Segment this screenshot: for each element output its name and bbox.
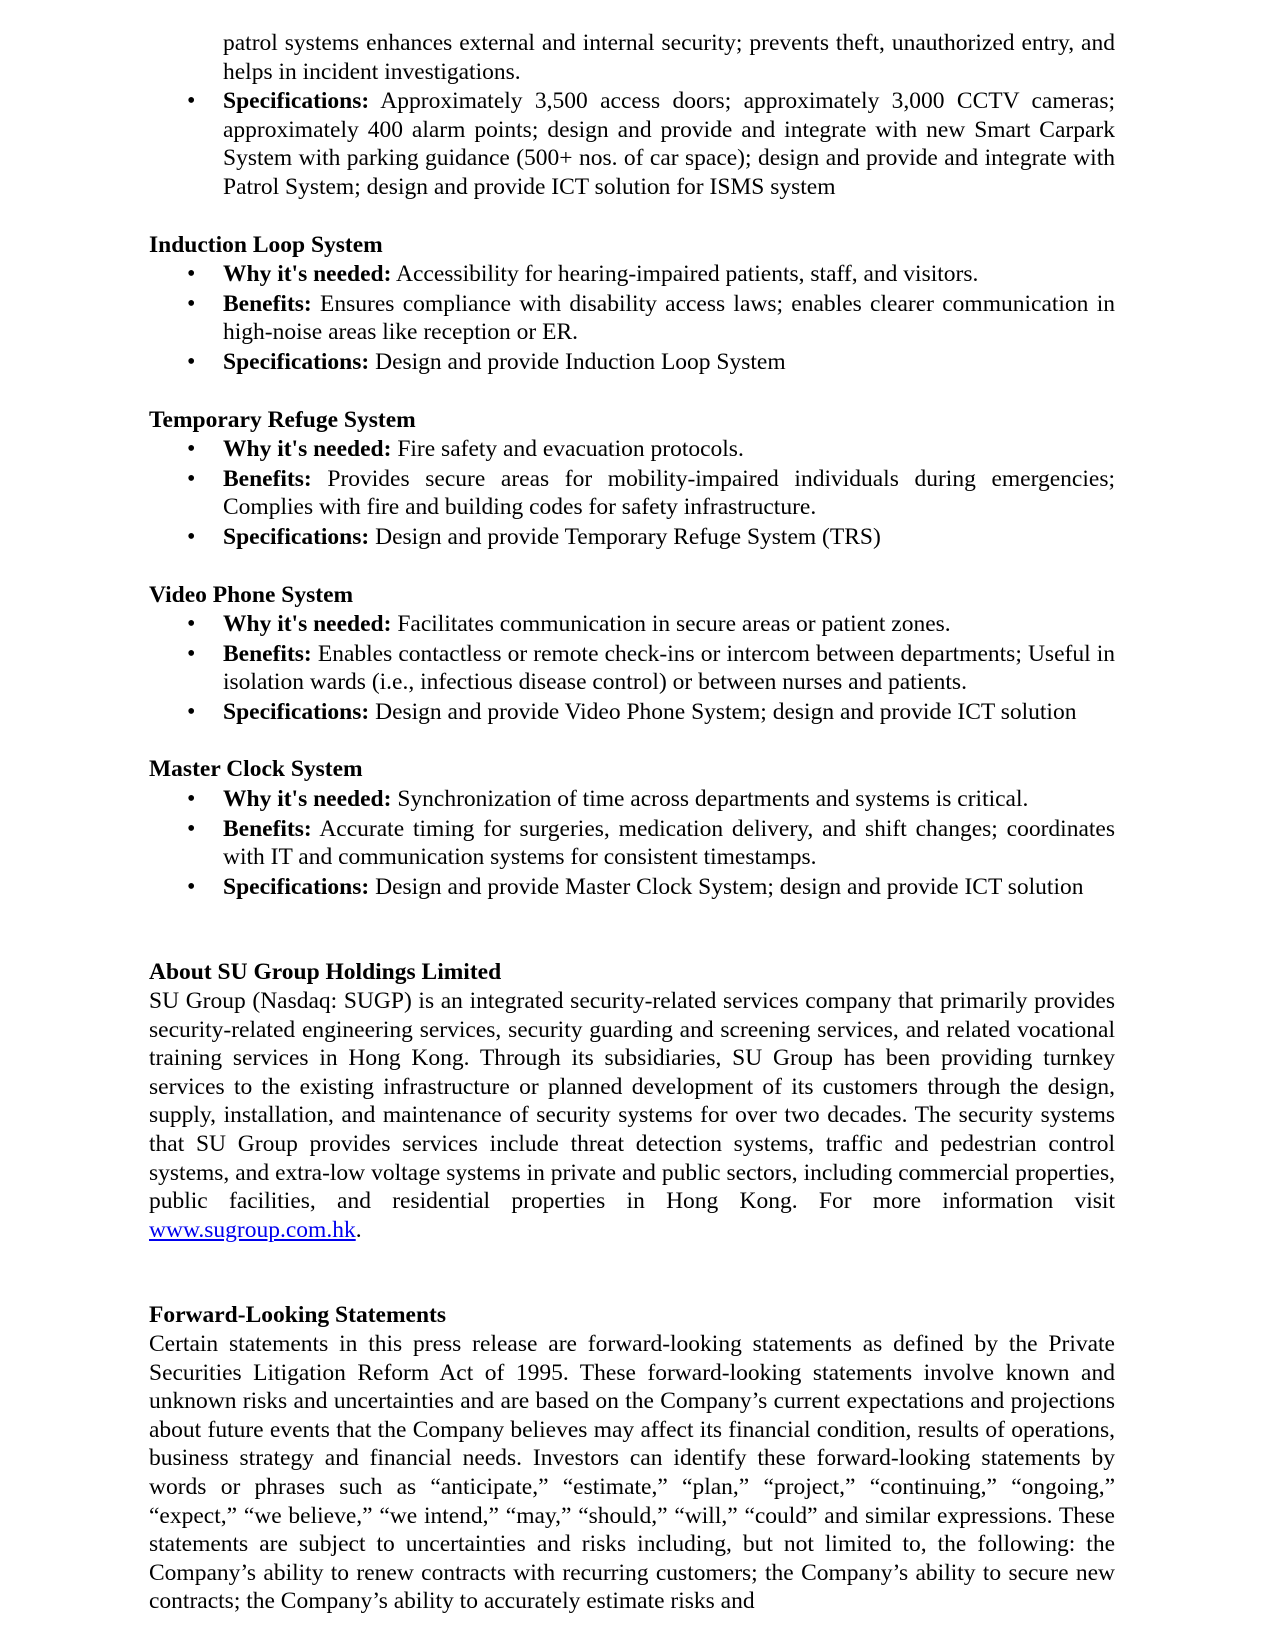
spec-item <box>149 873 1115 902</box>
fls-title: Forward-Looking Statements <box>149 1302 446 1329</box>
section-list-temporary-refuge <box>149 435 1115 551</box>
spec-item <box>149 698 1115 727</box>
section-list-induction-loop <box>149 260 1115 376</box>
benefits-text: Provides secure areas for mobility-impaired individuals during emergencies; Complies with fire and building codes for safety infrastructure. <box>223 465 1115 521</box>
section-title-temporary-refuge: Temporary Refuge System <box>149 406 416 433</box>
section-title-master-clock: Master Clock System <box>149 756 363 783</box>
why-item <box>149 260 1115 289</box>
why-text: Facilitates communication in secure areas or patient zones. <box>391 611 951 638</box>
spec-text: Design and provide Temporary Refuge System (TRS) <box>369 523 881 550</box>
why-text: Synchronization of time across departments and systems is critical. <box>391 786 1029 813</box>
why-label: Why it's needed: <box>223 611 392 638</box>
section-list-master-clock <box>149 785 1115 901</box>
isms-spec-item <box>149 87 1115 201</box>
isms-continuation-text: patrol systems enhances external and internal security; prevents theft, unauthorized entry, and helps in incident investigations. <box>223 30 1115 85</box>
isms-continuation <box>149 29 1115 86</box>
why-label: Why it's needed: <box>223 786 392 813</box>
benefits-item <box>149 290 1115 347</box>
section-title-induction-loop: Induction Loop System <box>149 231 383 258</box>
spec-label: Specifications: <box>223 88 370 115</box>
section-list-video-phone <box>149 610 1115 726</box>
why-text: Accessibility for hearing-impaired patients, staff, and visitors. <box>391 261 979 288</box>
isms-list <box>149 29 1115 202</box>
section-title-video-phone: Video Phone System <box>149 581 354 608</box>
benefits-text: Accurate timing for surgeries, medication delivery, and shift changes; coordinates with IT and communication systems for consistent timestamps. <box>223 815 1115 871</box>
spec-label: Specifications: <box>223 698 370 725</box>
about-body: SU Group (Nasdaq: SUGP) is an integrated security-related services company that primarily provides security-related engineering services, security guarding and screening services, and related vocational training services in Hong Kong. Through its subsidiaries, SU Group has been providing turnkey services to the existing infrastructure or planned development of its customers through the design, supply, installation, and maintenance of security systems for over two decades. The security systems that SU Group provides services include threat detection systems, traffic and pedestrian control systems, and extra-low voltage systems in private and public sectors, including commercial properties, public facilities, and residential properties in Hong Kong. For more information visit <box>149 988 1115 1215</box>
spec-item <box>149 348 1115 377</box>
benefits-item <box>149 465 1115 522</box>
document-page <box>149 28 1115 1616</box>
spec-text: Design and provide Video Phone System; design and provide ICT solution <box>369 698 1077 725</box>
about-paragraph <box>149 987 1115 1244</box>
why-label: Why it's needed: <box>223 261 392 288</box>
why-label: Why it's needed: <box>223 436 392 463</box>
why-item <box>149 435 1115 464</box>
spec-label: Specifications: <box>223 348 370 375</box>
benefits-item <box>149 640 1115 697</box>
spec-item <box>149 523 1115 552</box>
benefits-label: Benefits: <box>223 290 312 317</box>
company-website-link[interactable]: www.sugroup.com.hk <box>149 1216 356 1243</box>
about-end: . <box>355 1216 362 1243</box>
about-title: About SU Group Holdings Limited <box>149 959 502 986</box>
fls-paragraph: Certain statements in this press release are forward-looking statements as defined by the Private Securities Litigation Reform Act of 1995. These forward-looking statements involve known and unknown risks and uncertainties and are based on the Company’s current expectations and projections about future events that the Company believes may affect its financial condition, results of operations, business strategy and financial needs. Investors can identify these forward-looking statements by words or phrases such as “anticipate,” “estimate,” “plan,” “project,” “continuing,” “ongoing,” “expect,” “we believe,” “we intend,” “may,” “should,” “will,” “could” and similar expressions. These statements are subject to uncertainties and risks including, but not limited to, the following: the Company’s ability to renew contracts with recurring customers; the Company’s ability to secure new contracts; the Company’s ability to accurately estimate risks and <box>149 1330 1115 1615</box>
spec-label: Specifications: <box>223 523 370 550</box>
why-item <box>149 610 1115 639</box>
benefits-item <box>149 815 1115 872</box>
why-item <box>149 785 1115 814</box>
spec-text: Design and provide Master Clock System; design and provide ICT solution <box>369 873 1084 900</box>
benefits-text: Ensures compliance with disability access laws; enables clearer communication in high-noise areas like reception or ER. <box>223 290 1115 346</box>
spec-label: Specifications: <box>223 873 370 900</box>
benefits-label: Benefits: <box>223 815 312 842</box>
benefits-label: Benefits: <box>223 465 312 492</box>
benefits-label: Benefits: <box>223 640 312 667</box>
why-text: Fire safety and evacuation protocols. <box>391 436 744 463</box>
benefits-text: Enables contactless or remote check-ins or intercom between departments; Useful in isolation wards (i.e., infectious disease control) or between nurses and patients. <box>223 640 1115 696</box>
spec-text: Design and provide Induction Loop System <box>369 348 786 375</box>
spec-text: Approximately 3,500 access doors; approximately 3,000 CCTV cameras; approximately 400 alarm points; design and provide and integrate with new Smart Carpark System with parking guidance (500+ nos. of car space); design and provide and integrate with Patrol System; design and provide ICT solution for ISMS system <box>223 88 1115 200</box>
